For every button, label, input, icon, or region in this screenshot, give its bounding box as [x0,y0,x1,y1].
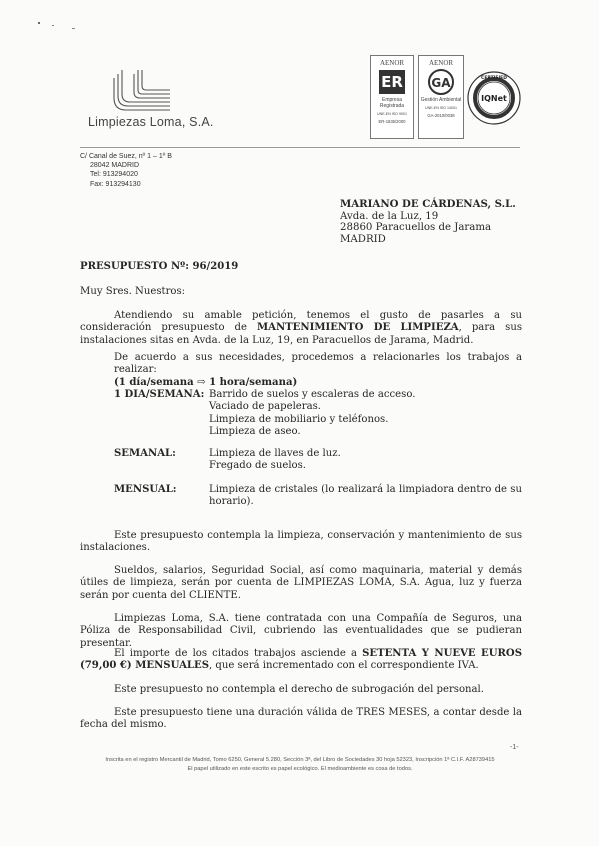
badge-code: ER-1636/2000 [378,119,406,124]
intro-text-1: Atendiendo su amable petición, tenemos el gusto de pasarles a su consideración presupuesto de [80,310,522,334]
task-item: Limpieza de llaves de luz. [209,448,341,459]
budget-number: PRESUPUESTO Nº: 96/2019 [80,261,239,272]
badge-code: GA-2010/0038 [427,113,455,118]
page-number: -1- [510,744,519,751]
task-item: Limpieza de cristales (lo realizará la limpiadora dentro de su horario). [209,484,522,508]
iqnet-certified-icon [466,70,522,126]
badge-small: UNE-EN ISO 9001 [377,112,407,116]
task-items-monthly [209,484,522,509]
company-address [80,152,172,189]
scan-mark [52,25,54,26]
footer-eco-note: El papel utilizado en este escrito es papel ecológico. El medioambiente es cosa de todos. [187,766,413,772]
recipient-city: 28860 Paracuellos de Jarama [340,222,492,234]
svg-text:CERTIFIED: CERTIFIED [481,76,507,81]
paragraph-scope: Este presupuesto contempla la limpieza, conservación y mantenimiento de sus instalaciones. [80,530,522,554]
task-label-monthly: MENSUAL: [114,484,177,495]
aenor-ga-badge [418,55,464,139]
task-label-daily: 1 DIA/SEMANA: [114,389,205,400]
company-logo-icon [108,66,176,112]
address-fax: Fax: 913294130 [90,180,141,188]
amount-text-1: El importe de los citados trabajos asciende a [114,648,363,659]
task-item: Barrido de suelos y escaleras de acceso. [209,389,416,400]
task-item: Vaciado de papeleras. [209,401,322,413]
scan-mark [38,22,40,24]
scan-mark [72,28,75,29]
amount-text-2: , que será incrementado con el correspondiente IVA. [209,660,479,672]
task-items-daily [209,389,415,438]
address-city: 28042 MADRID [90,162,140,170]
recipient-block [340,199,516,245]
svg-text:GA: GA [431,76,451,90]
badge-text: Gestión Ambiental [420,97,462,103]
badge-small: UNE-EN ISO 14001 [425,106,457,110]
needs-paragraph [114,352,522,389]
intro-paragraph [80,310,522,347]
needs-text: De acuerdo a sus necesidades, procedemos a relacionarles los trabajos a realizar: [114,352,522,376]
task-item: Limpieza de mobiliario y teléfonos. [209,413,389,425]
aenor-er-badge [370,55,414,139]
paragraph-costs: Sueldos, salarios, Seguridad Social, así como maquinaria, material y demás útiles de limpieza, serán por cuenta de LIMPIEZAS LOMA, S.A. Agua, luz y fuerza serán por cuenta del CLIENTE. [80,565,522,601]
task-label-weekly: SEMANAL: [114,448,176,459]
paragraph-subrogation: Este presupuesto no contempla el derecho de subrogación del personal. [114,684,484,695]
ga-mark-icon [419,68,463,96]
frequency-note: (1 día/semana ⇨ 1 hora/semana) [114,376,298,388]
recipient-name: MARIANO DE CÁRDENAS, S.L. [340,198,516,210]
footer-registry: Inscrita en el registro Mercantil de Madrid, Tomo 6250, General 5.280, Sección 3ª, del Libro de Sociedades 30 hoja 52323, Inscripción 1ª C.I.F. A28739415 [105,757,495,763]
header-divider [80,147,520,148]
address-phone: Tel: 913294020 [90,171,138,179]
badge-text: Empresa Registrada [379,97,405,109]
task-items-weekly [209,448,341,473]
svg-text:IQNet: IQNet [481,94,507,103]
paragraph-amount [80,648,522,673]
greeting: Muy Sres. Nuestros: [80,286,186,297]
aenor-label: AENOR [379,59,405,67]
paragraph-insurance: Limpiezas Loma, S.A. tiene contratada con una Compañía de Seguros, una Póliza de Responsabilidad Civil, cubriendo las eventualidades que se pudieran presentar. [80,613,522,649]
aenor-label: AENOR [428,59,454,67]
amount-value: SETENTA Y NUEVE EUROS (79,00 €) MENSUALES [80,648,523,672]
task-item: Limpieza de aseo. [209,425,301,437]
paragraph-validity: Este presupuesto tiene una duración válida de TRES MESES, a contar desde la fecha del mismo. [80,707,522,731]
intro-text-2: , para sus instalaciones sitas en Avda. de la Luz, 19, en Paracuellos de Jarama, Madrid. [80,322,522,346]
recipient-province: MADRID [340,233,386,245]
er-mark-icon: ER [379,70,405,94]
company-name: Limpiezas Loma, S.A. [88,115,214,129]
recipient-street: Avda. de la Luz, 19 [340,210,439,222]
task-item: Fregado de suelos. [209,460,307,472]
intro-service: MANTENIMIENTO DE LIMPIEZA [256,322,459,334]
footer [20,756,580,774]
address-street: C/ Canal de Suez, nº 1 – 1º B [80,153,172,160]
